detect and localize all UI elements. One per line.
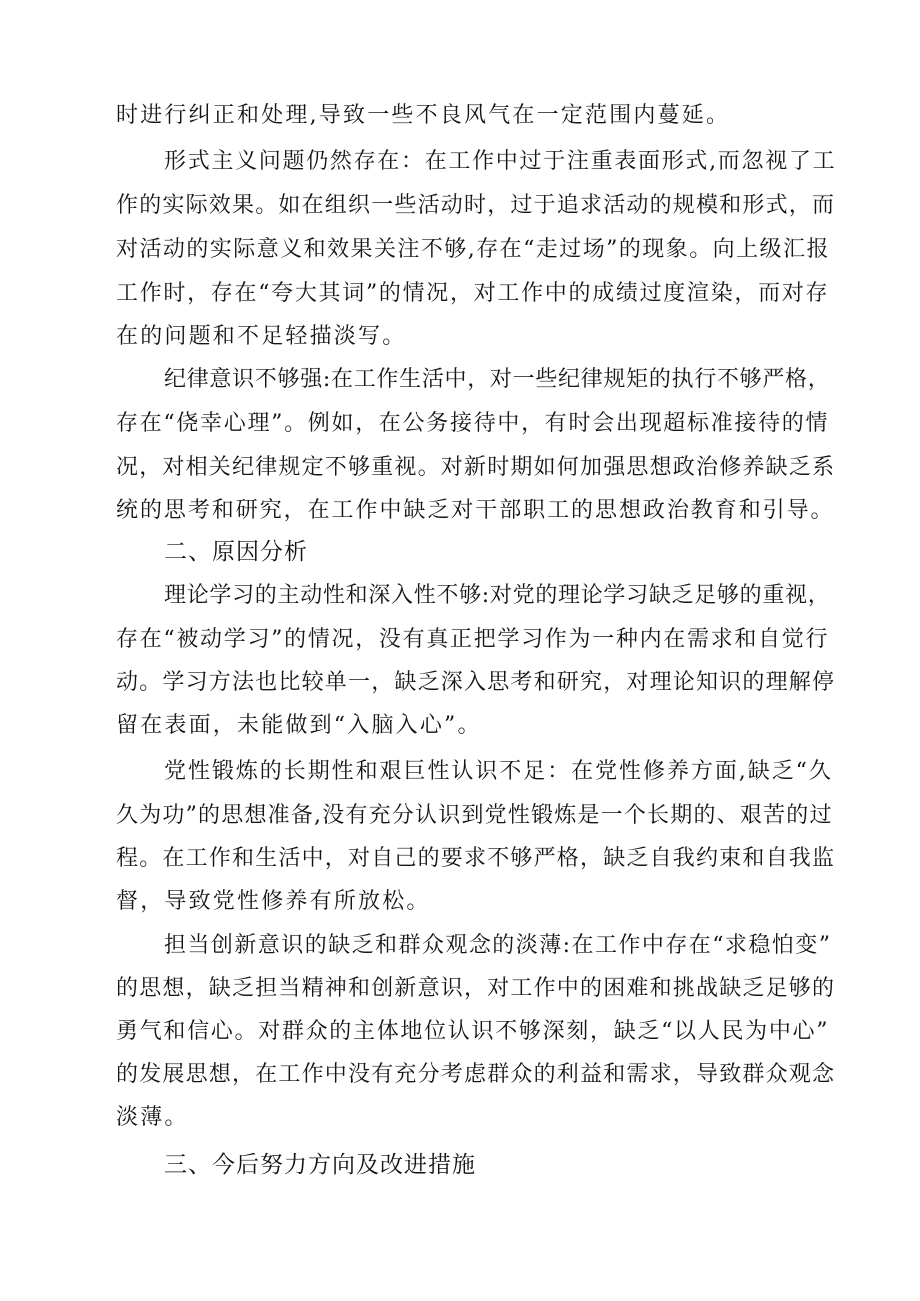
paragraph-6-line-4: 淡薄。 [116, 1105, 189, 1130]
paragraph-2-line-2: 况，对相关纪律规定不够重视。对新时期如何加强思想政治修养缺乏系 [116, 455, 836, 480]
paragraph-2-line-0: 纪律意识不够强:在工作生活中，对一些纪律规矩的执行不够严格， [164, 367, 831, 392]
paragraph-1-line-1: 作的实际效果。如在组织一些活动时，过于追求活动的规模和形式，而 [116, 193, 836, 218]
paragraph-1-line-2: 对活动的实际意义和效果关注不够,存在“走过场”的现象。向上级汇报 [116, 237, 830, 262]
paragraph-6-line-3: 的发展思想，在工作中没有充分考虑群众的利益和需求，导致群众观念 [116, 1062, 836, 1087]
paragraph-4-line-0: 理论学习的主动性和深入性不够:对党的理论学习缺乏足够的重视， [164, 583, 831, 608]
paragraph-1-line-3: 工作时，存在“夸大其词”的情况，对工作中的成绩过度渲染，而对存 [116, 281, 830, 306]
paragraph-4-line-1: 存在“被动学习”的情况，没有真正把学习作为一种内在需求和自觉行 [116, 627, 830, 652]
paragraph-0-line-0: 时进行纠正和处理,导致一些不良风气在一定范围内蔓延。 [116, 103, 731, 128]
paragraph-4-line-3: 留在表面，未能做到“入脑入心”。 [116, 713, 482, 738]
paragraph-1-line-0: 形式主义问题仍然存在：在工作中过于注重表面形式,而忽视了工 [164, 149, 837, 174]
paragraph-6-line-2: 勇气和信心。对群众的主体地位认识不够深刻，缺乏“以人民为中心” [116, 1019, 830, 1044]
paragraph-5-line-1: 久为功”的思想准备,没有充分认识到党性锻炼是一个长期的、艰苦的过 [116, 803, 833, 828]
section-heading-future-direction: 三、今后努力方向及改进措施 [164, 1152, 476, 1178]
paragraph-2-line-1: 存在“侥幸心理”。例如，在公务接待中，有时会出现超标准接待的情 [116, 411, 830, 436]
paragraph-6-line-1: 的思想，缺乏担当精神和创新意识，对工作中的困难和挑战缺乏足够的 [116, 976, 836, 1001]
paragraph-4-line-2: 动。学习方法也比较单一，缺乏深入思考和研究，对理论知识的理解停 [116, 670, 836, 695]
paragraph-5-line-3: 督，导致党性修养有所放松。 [116, 889, 431, 914]
paragraph-1-line-4: 在的问题和不足轻描淡写。 [116, 324, 407, 349]
section-heading-cause-analysis: 二、原因分析 [164, 539, 308, 565]
paragraph-6-line-0: 担当创新意识的缺乏和群众观念的淡薄:在工作中存在“求稳怕变” [164, 933, 832, 958]
paragraph-5-line-2: 程。在工作和生活中，对自己的要求不够严格，缺乏自我约束和自我监 [116, 846, 836, 871]
paragraph-5-line-0: 党性锻炼的长期性和艰巨性认识不足：在党性修养方面,缺乏“久 [164, 759, 833, 784]
paragraph-2-line-3: 统的思考和研究，在工作中缺乏对干部职工的思想政治教育和引导。 [116, 498, 835, 523]
